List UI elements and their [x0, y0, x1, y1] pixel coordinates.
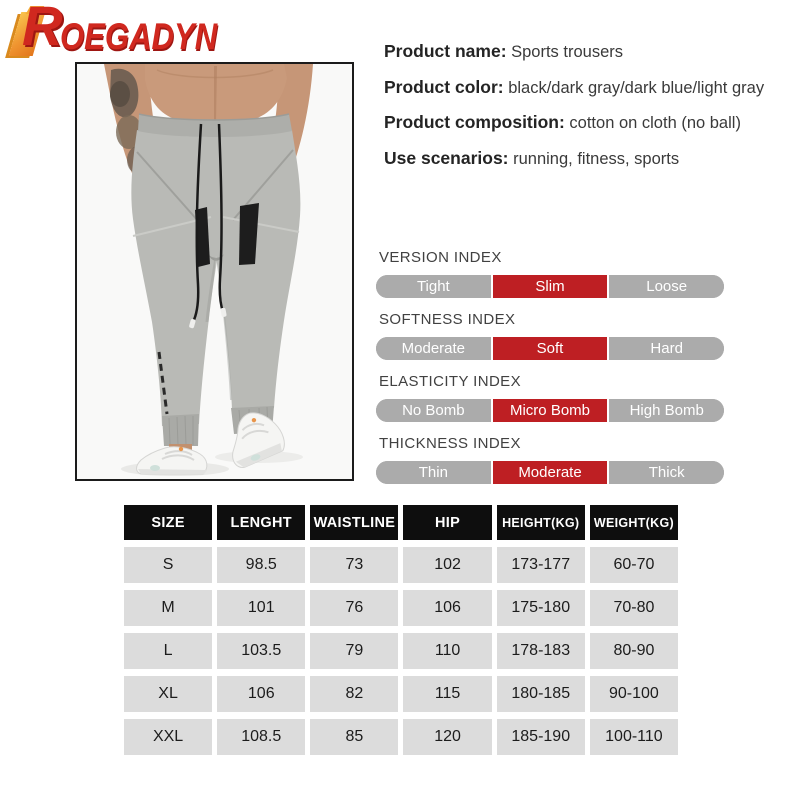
spec-product-composition-label: Product composition:: [384, 112, 565, 132]
size-table-header-height: HEIGHT(KG): [497, 505, 585, 540]
spec-product-name-value: Sports trousers: [511, 43, 623, 61]
table-cell: 98.5: [217, 547, 305, 583]
brand-logo-text: OEGADYN: [60, 16, 218, 57]
index-option-thin: Thin: [376, 461, 491, 484]
index-option-moderate-selected: Moderate: [491, 461, 610, 484]
table-cell: 120: [403, 719, 491, 755]
table-cell: 76: [310, 590, 398, 626]
table-cell: 103.5: [217, 633, 305, 669]
spec-product-composition-value: cotton on cloth (no ball): [569, 114, 741, 132]
spec-product-color: [384, 70, 789, 106]
brand-logo-initial-wrap: [10, 0, 63, 62]
index-section: [376, 249, 724, 497]
table-cell: L: [124, 633, 212, 669]
version-index-bar: [376, 275, 724, 298]
spec-product-composition: [384, 105, 789, 141]
size-table-header-waistline: WAISTLINE: [310, 505, 398, 540]
spec-use-scenarios: [384, 141, 789, 177]
index-option-high-bomb: High Bomb: [609, 399, 724, 422]
elasticity-index-title: ELASTICITY INDEX: [379, 373, 521, 390]
table-cell: M: [124, 590, 212, 626]
product-photo-illustration: [77, 64, 352, 479]
table-cell: S: [124, 547, 212, 583]
table-cell: 115: [403, 676, 491, 712]
spec-product-name: [384, 34, 789, 70]
index-option-moderate: Moderate: [376, 337, 491, 360]
table-cell: XL: [124, 676, 212, 712]
table-cell: 106: [403, 590, 491, 626]
index-option-soft-selected: Soft: [491, 337, 610, 360]
table-cell: 90-100: [590, 676, 678, 712]
spec-use-scenarios-value: running, fitness, sports: [513, 149, 680, 168]
table-cell: 85: [310, 719, 398, 755]
thickness-index-bar: [376, 461, 724, 484]
table-cell: 180-185: [497, 676, 585, 712]
table-cell: 73: [310, 547, 398, 583]
table-cell: 80-90: [590, 633, 678, 669]
table-cell: 102: [403, 547, 491, 583]
brand-logo-initial: R: [22, 0, 63, 57]
table-cell: 60-70: [590, 547, 678, 583]
table-cell: XXL: [124, 719, 212, 755]
softness-index-bar: [376, 337, 724, 360]
size-table-header-lenght: LENGHT: [217, 505, 305, 540]
table-cell: 110: [403, 633, 491, 669]
index-option-no-bomb: No Bomb: [376, 399, 491, 422]
size-table-header-hip: HIP: [403, 505, 491, 540]
spec-use-scenarios-label: Use scenarios:: [384, 147, 509, 168]
spec-product-color-value: black/dark gray/dark blue/light gray: [508, 78, 765, 97]
brand-logo: [10, 0, 247, 62]
index-option-thick: Thick: [609, 461, 724, 484]
product-specs: [384, 34, 789, 176]
table-cell: 100-110: [590, 719, 678, 755]
spec-product-name-label: Product name:: [384, 41, 507, 61]
table-cell: 108.5: [217, 719, 305, 755]
index-option-slim-selected: Slim: [491, 275, 610, 298]
index-option-micro-bomb-selected: Micro Bomb: [491, 399, 610, 422]
table-cell: 70-80: [590, 590, 678, 626]
table-cell: 175-180: [497, 590, 585, 626]
thickness-index-title: THICKNESS INDEX: [379, 435, 521, 452]
table-cell: 106: [217, 676, 305, 712]
size-table-header-weight: WEIGHT(KG): [590, 505, 678, 540]
index-option-hard: Hard: [609, 337, 724, 360]
index-option-tight: Tight: [376, 275, 491, 298]
size-table: [124, 505, 678, 755]
table-cell: 173-177: [497, 547, 585, 583]
table-cell: 101: [217, 590, 305, 626]
index-option-loose: Loose: [609, 275, 724, 298]
elasticity-index-bar: [376, 399, 724, 422]
version-index-title: VERSION INDEX: [379, 249, 502, 266]
softness-index-title: SOFTNESS INDEX: [379, 311, 516, 328]
table-cell: 79: [310, 633, 398, 669]
size-table-header-size: SIZE: [124, 505, 212, 540]
spec-product-color-label: Product color:: [384, 76, 504, 97]
table-cell: 82: [310, 676, 398, 712]
product-photo: [75, 62, 354, 481]
table-cell: 185-190: [497, 719, 585, 755]
table-cell: 178-183: [497, 633, 585, 669]
